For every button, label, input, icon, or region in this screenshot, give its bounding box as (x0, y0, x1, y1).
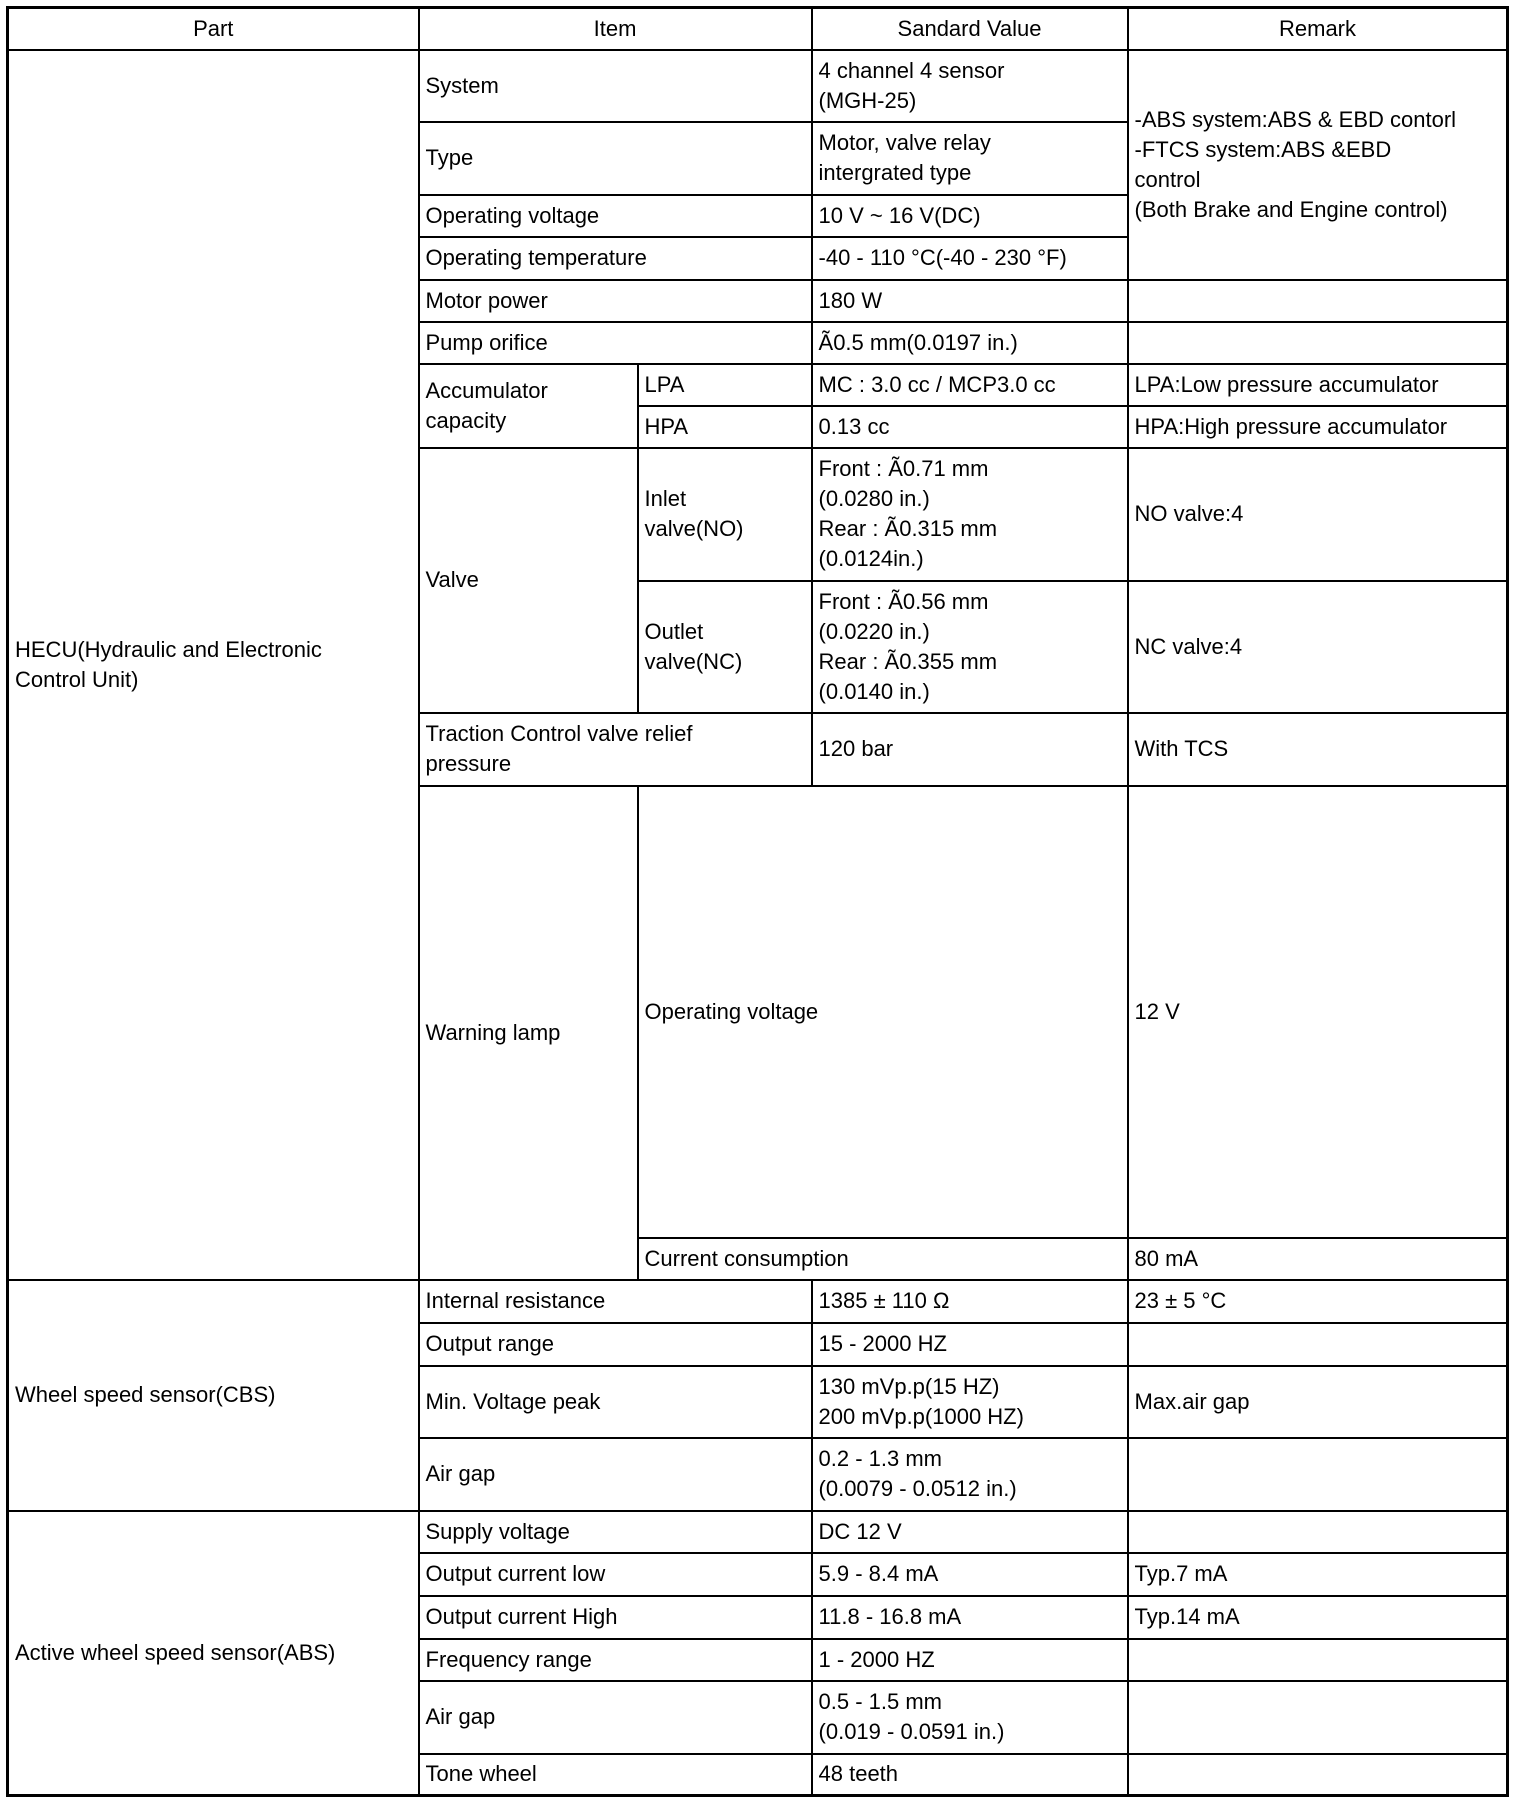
remark-motor-power (1128, 280, 1508, 322)
value-air-gap-cbs: 0.2 - 1.3 mm (0.0079 - 0.0512 in.) (812, 1438, 1128, 1511)
item-air-gap-abs: Air gap (419, 1681, 812, 1754)
value-warning-voltage: 12 V (1128, 786, 1508, 1238)
value-output-current-high: 11.8 - 16.8 mA (812, 1596, 1128, 1639)
item-air-gap-cbs: Air gap (419, 1438, 812, 1511)
item-lpa: LPA (638, 364, 812, 406)
item-min-voltage-peak: Min. Voltage peak (419, 1366, 812, 1438)
part-wheel-speed-sensor: Wheel speed sensor(CBS) (8, 1280, 419, 1511)
value-lpa: MC : 3.0 cc / MCP3.0 cc (812, 364, 1128, 406)
value-frequency-range: 1 - 2000 HZ (812, 1639, 1128, 1681)
item-traction-control: Traction Control valve relief pressure (419, 713, 812, 786)
remark-frequency-range (1128, 1639, 1508, 1681)
header-item: Item (419, 8, 812, 50)
value-current-consumption: 80 mA (1128, 1238, 1508, 1280)
remark-min-voltage-peak: Max.air gap (1128, 1366, 1508, 1438)
value-operating-temperature: -40 - 110 °C(-40 - 230 °F) (812, 237, 1128, 280)
value-pump-orifice: Ã0.5 mm(0.0197 in.) (812, 322, 1128, 364)
value-output-range: 15 - 2000 HZ (812, 1323, 1128, 1366)
item-valve: Valve (419, 448, 638, 713)
value-hpa: 0.13 cc (812, 406, 1128, 448)
value-type: Motor, valve relay intergrated type (812, 122, 1128, 195)
header-remark: Remark (1128, 8, 1508, 50)
remark-output-current-low: Typ.7 mA (1128, 1553, 1508, 1596)
part-hecu: HECU(Hydraulic and Electronic Control Unit) (8, 50, 419, 1280)
value-traction-control: 120 bar (812, 713, 1128, 786)
remark-traction-control: With TCS (1128, 713, 1508, 786)
remark-air-gap-abs (1128, 1681, 1508, 1754)
value-inlet-valve: Front : Ã0.71 mm (0.0280 in.) Rear : Ã0.315 mm (0.0124in.) (812, 448, 1128, 581)
item-inlet-valve: Inlet valve(NO) (638, 448, 812, 581)
remark-air-gap-cbs (1128, 1438, 1508, 1511)
value-supply-voltage: DC 12 V (812, 1511, 1128, 1553)
remark-inlet-valve: NO valve:4 (1128, 448, 1508, 581)
remark-output-current-high: Typ.14 mA (1128, 1596, 1508, 1639)
item-operating-voltage: Operating voltage (419, 195, 812, 237)
item-supply-voltage: Supply voltage (419, 1511, 812, 1553)
part-active-wheel-speed-sensor: Active wheel speed sensor(ABS) (8, 1511, 419, 1796)
item-pump-orifice: Pump orifice (419, 322, 812, 364)
remark-pump-orifice (1128, 322, 1508, 364)
value-output-current-low: 5.9 - 8.4 mA (812, 1553, 1128, 1596)
remark-internal-resistance: 23 ± 5 °C (1128, 1280, 1508, 1323)
value-internal-resistance: 1385 ± 110 Ω (812, 1280, 1128, 1323)
value-outlet-valve: Front : Ã0.56 mm (0.0220 in.) Rear : Ã0.355 mm (0.0140 in.) (812, 581, 1128, 713)
remark-output-range (1128, 1323, 1508, 1366)
value-system: 4 channel 4 sensor (MGH-25) (812, 50, 1128, 122)
header-row (8, 8, 1508, 50)
value-air-gap-abs: 0.5 - 1.5 mm (0.019 - 0.0591 in.) (812, 1681, 1128, 1754)
item-output-current-high: Output current High (419, 1596, 812, 1639)
table-row (8, 50, 1508, 122)
item-frequency-range: Frequency range (419, 1639, 812, 1681)
item-operating-temperature: Operating temperature (419, 237, 812, 280)
remark-supply-voltage (1128, 1511, 1508, 1553)
table-row (8, 1511, 1508, 1553)
part-warning-lamp: Warning lamp (419, 786, 638, 1280)
remark-hecu-system: -ABS system:ABS & EBD contorl -FTCS system:ABS &EBD control (Both Brake and Engine control) (1128, 50, 1508, 280)
item-type: Type (419, 122, 812, 195)
remark-hpa: HPA:High pressure accumulator (1128, 406, 1508, 448)
remark-lpa: LPA:Low pressure accumulator (1128, 364, 1508, 406)
item-output-current-low: Output current low (419, 1553, 812, 1596)
table-row (8, 1280, 1508, 1323)
remark-tone-wheel (1128, 1754, 1508, 1796)
value-min-voltage-peak: 130 mVp.p(15 HZ) 200 mVp.p(1000 HZ) (812, 1366, 1128, 1438)
item-motor-power: Motor power (419, 280, 812, 322)
item-current-consumption: Current consumption (638, 1238, 1128, 1280)
header-part: Part (8, 8, 419, 50)
item-tone-wheel: Tone wheel (419, 1754, 812, 1796)
specification-table (6, 6, 1509, 1797)
value-tone-wheel: 48 teeth (812, 1754, 1128, 1796)
item-output-range: Output range (419, 1323, 812, 1366)
item-system: System (419, 50, 812, 122)
item-outlet-valve: Outlet valve(NC) (638, 581, 812, 713)
item-warning-voltage: Operating voltage (638, 786, 1128, 1238)
item-hpa: HPA (638, 406, 812, 448)
header-value: Sandard Value (812, 8, 1128, 50)
remark-outlet-valve: NC valve:4 (1128, 581, 1508, 713)
item-accumulator-capacity: Accumulator capacity (419, 364, 638, 448)
item-internal-resistance: Internal resistance (419, 1280, 812, 1323)
value-motor-power: 180 W (812, 280, 1128, 322)
value-operating-voltage: 10 V ~ 16 V(DC) (812, 195, 1128, 237)
